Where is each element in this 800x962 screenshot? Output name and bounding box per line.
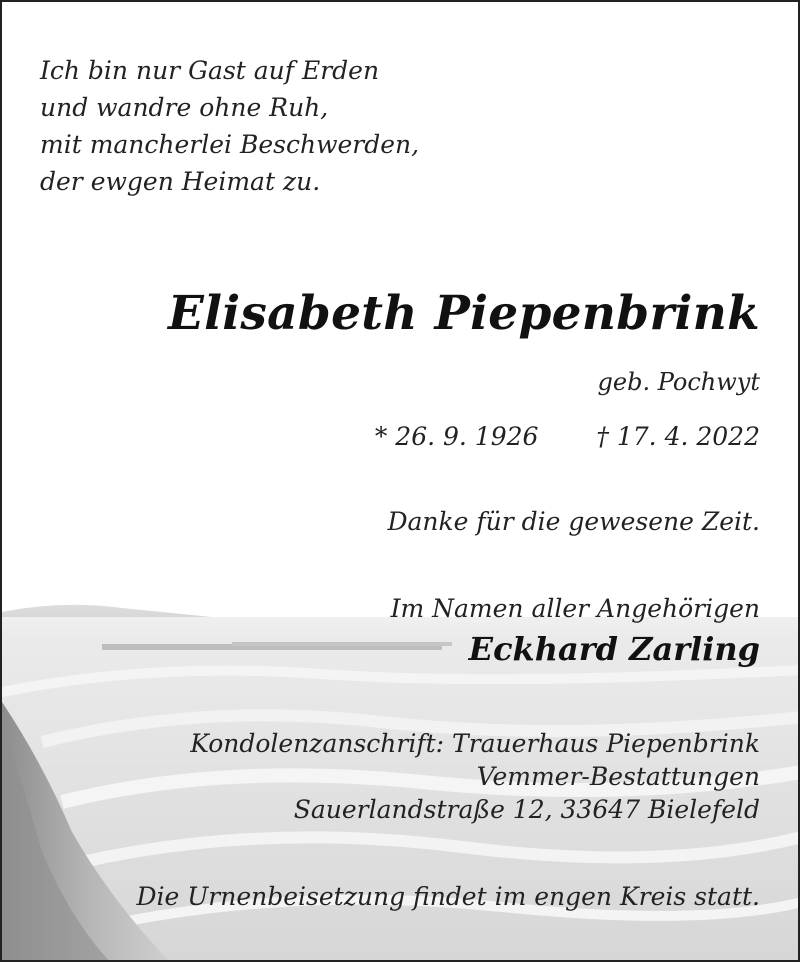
poem-line: mit mancherlei Beschwerden,	[40, 130, 420, 159]
life-dates	[375, 422, 760, 451]
birth-date: * 26. 9. 1926	[374, 422, 539, 451]
poem-line: der ewgen Heimat zu.	[40, 167, 321, 196]
mourners-intro: Im Namen aller Angehörigen	[390, 594, 760, 623]
poem	[40, 52, 419, 200]
mourner-name: Eckhard Zarling	[468, 630, 760, 668]
thanks-line: Danke für die gewesene Zeit.	[387, 507, 760, 536]
address-line: Kondolenzanschrift: Trauerhaus Piepenbrink	[190, 729, 760, 758]
deceased-name: Elisabeth Piepenbrink	[167, 286, 760, 341]
address-line: Vemmer-Bestattungen	[476, 762, 760, 791]
death-date: † 17. 4. 2022	[596, 422, 760, 451]
poem-line: und wandre ohne Ruh,	[40, 93, 329, 122]
condolence-address	[190, 727, 760, 826]
birth-name: geb. Pochwyt	[597, 368, 760, 396]
poem-line: Ich bin nur Gast auf Erden	[40, 56, 380, 85]
address-line: Sauerlandstraße 12, 33647 Bielefeld	[293, 795, 760, 824]
urn-burial-note: Die Urnenbeisetzung findet im engen Kreis statt.	[136, 882, 760, 911]
